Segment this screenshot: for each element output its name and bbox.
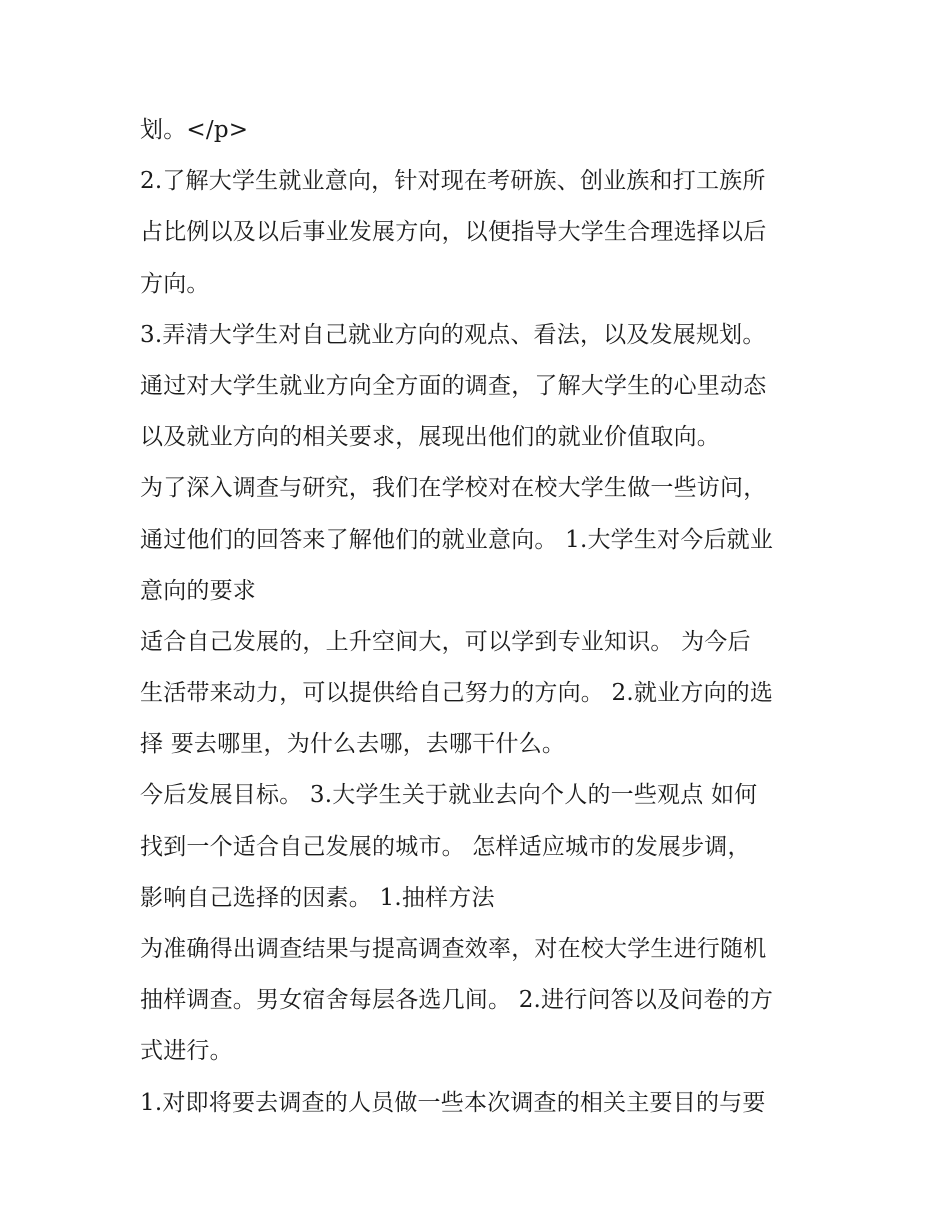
text-line: 2.了解大学生就业意向，针对现在考研族、创业族和打工族所 [140, 168, 766, 195]
text-line: 影响自己选择的因素。 1.抽样方法 [140, 884, 495, 911]
text-line: 今后发展目标。 3.大学生关于就业去向个人的一些观点 如何 [140, 782, 758, 809]
text-line: 抽样调查。男女宿舍每层各选几间。 2.进行问答以及问卷的方 [140, 987, 774, 1014]
text-line: 为了深入调查与研究，我们在学校对在校大学生做一些访问， [140, 475, 767, 502]
text-line: 通过对大学生就业方向全方面的调查，了解大学生的心里动态 [140, 372, 767, 399]
text-line: 择 要去哪里，为什么去哪，去哪干什么。 [140, 731, 566, 758]
text-line: 以及就业方向的相关要求，展现出他们的就业价值取向。 [140, 424, 720, 451]
text-line: 式进行。 [140, 1038, 233, 1065]
text-line: 找到一个适合自己发展的城市。 怎样适应城市的发展步调， [140, 833, 751, 860]
text-line: 方向。 [140, 270, 210, 297]
text-line: 通过他们的回答来了解他们的就业意向。 1.大学生对今后就业 [140, 526, 774, 553]
text-line: 生活带来动力，可以提供给自己努力的方向。 2.就业方向的选 [140, 680, 774, 707]
text-line: 适合自己发展的，上升空间大，可以学到专业知识。 为今后 [140, 628, 751, 655]
text-line: 占比例以及以后事业发展方向，以便指导大学生合理选择以后 [140, 219, 767, 246]
text-line: 1.对即将要去调查的人员做一些本次调查的相关主要目的与要 [140, 1089, 766, 1116]
document-body [140, 105, 820, 1129]
text-line: 意向的要求 [140, 577, 256, 604]
text-line: 3.弄清大学生对自己就业方向的观点、看法，以及发展规划。 [140, 321, 766, 348]
text-line: 划。</p> [140, 117, 249, 143]
text-line: 为准确得出调查结果与提高调查效率，对在校大学生进行随机 [140, 936, 767, 962]
